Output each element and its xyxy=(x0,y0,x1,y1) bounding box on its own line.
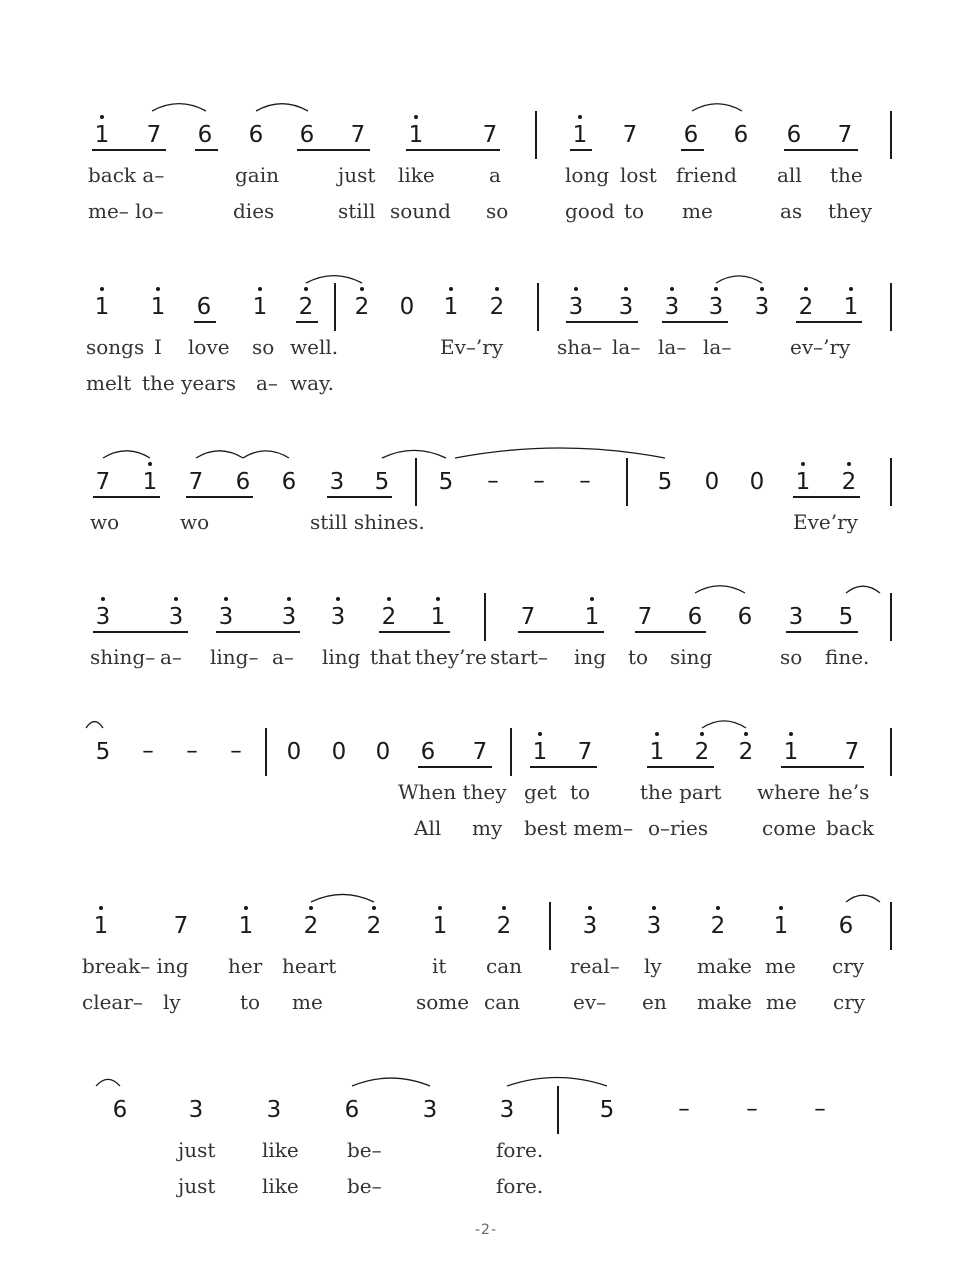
note: 2 xyxy=(496,913,512,939)
duration-underline xyxy=(216,631,300,633)
slur-arc xyxy=(352,1078,430,1086)
note: 2 xyxy=(303,913,319,939)
note: 3 xyxy=(95,604,111,630)
lyric-verse-1: love xyxy=(188,335,230,359)
duration-underline xyxy=(784,149,858,151)
lyric-verse-2: sound xyxy=(390,199,451,223)
note: 1 xyxy=(843,294,859,320)
lyric-verse-2: All xyxy=(414,816,442,840)
note: 3 xyxy=(499,1097,515,1123)
note: 1 xyxy=(142,469,158,495)
lyric-verse-2: to xyxy=(240,990,261,1014)
note: 1 xyxy=(430,604,446,630)
bar-line xyxy=(334,283,336,331)
note: 1 xyxy=(443,294,459,320)
slur-arc xyxy=(96,1079,120,1086)
lyric-verse-2: my xyxy=(472,816,503,840)
lyric-verse-1: When they xyxy=(398,780,507,804)
lyric-verse-1: get xyxy=(524,780,557,804)
lyric-verse-1: la– xyxy=(612,335,641,359)
note: 3 xyxy=(329,469,345,495)
octave-dot xyxy=(336,597,340,601)
note: 1 xyxy=(94,122,110,148)
octave-dot xyxy=(438,906,442,910)
slur-arc xyxy=(256,104,308,111)
lyric-verse-2: still xyxy=(338,199,376,223)
slur-arc xyxy=(692,104,742,111)
octave-dot xyxy=(502,906,506,910)
page-number: -2- xyxy=(474,1222,498,1238)
lyric-verse-1: be– xyxy=(347,1138,382,1162)
note: 1 xyxy=(572,122,588,148)
octave-dot xyxy=(287,597,291,601)
note: 7 xyxy=(622,122,638,148)
note: 1 xyxy=(432,913,448,939)
bar-line xyxy=(890,111,892,159)
lyric-verse-2: melt xyxy=(86,371,132,395)
octave-dot xyxy=(847,462,851,466)
note: 6 xyxy=(737,604,753,630)
lyric-verse-1: ev–’ry xyxy=(790,335,851,359)
octave-dot xyxy=(244,906,248,910)
note: 1 xyxy=(238,913,254,939)
note: 7 xyxy=(188,469,204,495)
lyric-verse-1: all xyxy=(777,163,802,187)
duration-underline xyxy=(781,766,864,768)
slur-arc xyxy=(382,450,446,458)
bar-line xyxy=(890,283,892,331)
note: 1 xyxy=(584,604,600,630)
lyric-verse-1: friend xyxy=(676,163,737,187)
note: 3 xyxy=(582,913,598,939)
lyric-verse-1: shing– xyxy=(90,645,156,669)
note: 6 xyxy=(420,739,436,765)
lyric-verse-2: fore. xyxy=(496,1174,544,1198)
lyric-verse-1: sing xyxy=(670,645,713,669)
duration-underline xyxy=(93,496,160,498)
bar-line xyxy=(890,458,892,506)
note: 6 xyxy=(235,469,251,495)
lyric-verse-2: come xyxy=(762,816,817,840)
lyric-verse-1: a– xyxy=(272,645,294,669)
lyric-verse-1: la– xyxy=(658,335,687,359)
duration-underline xyxy=(92,149,166,151)
note: 6 xyxy=(838,913,854,939)
note: 2 xyxy=(694,739,710,765)
note: 7 xyxy=(173,913,189,939)
duration-underline xyxy=(297,149,370,151)
octave-dot xyxy=(700,732,704,736)
lyric-verse-2: way. xyxy=(290,371,335,395)
octave-dot xyxy=(101,597,105,601)
octave-dot xyxy=(670,287,674,291)
octave-dot xyxy=(744,732,748,736)
octave-dot xyxy=(624,287,628,291)
lyric-verse-2: be– xyxy=(347,1174,382,1198)
bar-line xyxy=(415,458,417,506)
note: 2 xyxy=(738,739,754,765)
lyric-verse-1: her xyxy=(228,954,263,978)
duration-underline xyxy=(379,631,450,633)
note: 6 xyxy=(281,469,297,495)
bar-line xyxy=(537,283,539,331)
duration-underline xyxy=(530,766,597,768)
bar-line xyxy=(265,728,267,776)
octave-dot xyxy=(652,906,656,910)
note: 0 xyxy=(286,739,302,765)
note: 2 xyxy=(381,604,397,630)
sustain-dash: – xyxy=(533,468,545,494)
lyric-verse-2: me xyxy=(682,199,713,223)
note: 5 xyxy=(599,1097,615,1123)
duration-underline xyxy=(793,496,860,498)
octave-dot xyxy=(578,115,582,119)
note: 0 xyxy=(375,739,391,765)
lyric-verse-1: make xyxy=(697,954,752,978)
note: 3 xyxy=(664,294,680,320)
note: 3 xyxy=(422,1097,438,1123)
duration-underline xyxy=(566,321,638,323)
lyric-verse-1: ly xyxy=(644,954,662,978)
duration-underline xyxy=(418,766,492,768)
duration-underline xyxy=(195,149,218,151)
octave-dot xyxy=(414,115,418,119)
lyric-verse-1: the xyxy=(830,163,863,187)
lyric-verse-1: ling xyxy=(322,645,361,669)
note: 1 xyxy=(94,294,110,320)
note: 7 xyxy=(577,739,593,765)
sustain-dash: – xyxy=(186,738,198,764)
note: 1 xyxy=(408,122,424,148)
lyric-verse-1: like xyxy=(398,163,435,187)
octave-dot xyxy=(156,287,160,291)
octave-dot xyxy=(590,597,594,601)
lyric-verse-2: dies xyxy=(233,199,275,223)
note: 3 xyxy=(188,1097,204,1123)
lyric-verse-1: real– xyxy=(570,954,620,978)
octave-dot xyxy=(100,115,104,119)
octave-dot xyxy=(148,462,152,466)
note: 7 xyxy=(95,469,111,495)
lyric-verse-2: they xyxy=(828,199,873,223)
sustain-dash: – xyxy=(487,468,499,494)
note: 2 xyxy=(489,294,505,320)
lyric-verse-1: songs xyxy=(86,335,145,359)
lyric-verse-1: to xyxy=(570,780,591,804)
note: 2 xyxy=(710,913,726,939)
note: 0 xyxy=(331,739,347,765)
octave-dot xyxy=(100,287,104,291)
octave-dot xyxy=(436,597,440,601)
lyric-verse-1: sha– xyxy=(557,335,603,359)
note: 3 xyxy=(281,604,297,630)
octave-dot xyxy=(360,287,364,291)
note: 6 xyxy=(248,122,264,148)
lyric-verse-1: lost xyxy=(620,163,657,187)
note: 1 xyxy=(795,469,811,495)
note: 2 xyxy=(298,294,314,320)
lyric-verse-2: good xyxy=(565,199,615,223)
lyric-verse-1: wo xyxy=(180,510,210,534)
sustain-dash: – xyxy=(230,738,242,764)
lyric-verse-2: to xyxy=(624,199,645,223)
octave-dot xyxy=(779,906,783,910)
lyric-verse-1: la– xyxy=(703,335,732,359)
bar-line xyxy=(626,458,628,506)
note: 2 xyxy=(354,294,370,320)
note: 5 xyxy=(438,469,454,495)
note: 3 xyxy=(218,604,234,630)
octave-dot xyxy=(804,287,808,291)
lyric-verse-2: make xyxy=(697,990,752,1014)
note: 3 xyxy=(754,294,770,320)
slur-arc xyxy=(702,721,746,728)
octave-dot xyxy=(574,287,578,291)
octave-dot xyxy=(760,287,764,291)
sustain-dash: – xyxy=(678,1096,690,1122)
note: 1 xyxy=(532,739,548,765)
lyric-verse-2: best mem– xyxy=(524,816,634,840)
note: 1 xyxy=(252,294,268,320)
note: 1 xyxy=(649,739,665,765)
slur-arc xyxy=(152,104,206,111)
lyric-verse-1: me xyxy=(765,954,796,978)
lyric-verse-2: en xyxy=(642,990,667,1014)
slur-arc xyxy=(243,451,289,458)
lyric-verse-1: break– ing xyxy=(82,954,189,978)
octave-dot xyxy=(174,597,178,601)
note: 3 xyxy=(646,913,662,939)
lyric-verse-1: just xyxy=(338,163,376,187)
lyric-verse-2: me xyxy=(766,990,797,1014)
lyric-verse-1: ling– xyxy=(210,645,259,669)
note: 6 xyxy=(683,122,699,148)
note: 1 xyxy=(783,739,799,765)
note: 1 xyxy=(150,294,166,320)
note: 5 xyxy=(838,604,854,630)
slur-arc xyxy=(695,586,745,593)
lyric-verse-1: it xyxy=(432,954,447,978)
octave-dot xyxy=(372,906,376,910)
note: 0 xyxy=(704,469,720,495)
lyric-verse-1: Ev–’ry xyxy=(440,335,504,359)
slur-arc xyxy=(196,451,243,458)
note: 7 xyxy=(350,122,366,148)
lyric-verse-2: clear– xyxy=(82,990,143,1014)
lyric-verse-2: ly xyxy=(163,990,181,1014)
note: 7 xyxy=(837,122,853,148)
note: 7 xyxy=(520,604,536,630)
lyric-verse-1: still shines. xyxy=(310,510,425,534)
note: 7 xyxy=(472,739,488,765)
bar-line xyxy=(890,593,892,641)
note: 0 xyxy=(399,294,415,320)
bar-line xyxy=(549,902,551,950)
duration-underline xyxy=(796,321,862,323)
lyric-verse-1: he’s xyxy=(828,780,870,804)
slur-arc xyxy=(311,894,374,902)
duration-underline xyxy=(647,766,714,768)
lyric-verse-1: a– xyxy=(160,645,182,669)
octave-dot xyxy=(588,906,592,910)
lyric-verse-2: me– lo– xyxy=(88,199,164,223)
duration-underline xyxy=(662,321,728,323)
note: 6 xyxy=(197,122,213,148)
duration-underline xyxy=(194,321,216,323)
bar-line xyxy=(535,111,537,159)
note: 7 xyxy=(844,739,860,765)
lyric-verse-1: I xyxy=(154,335,162,359)
note: 6 xyxy=(344,1097,360,1123)
duration-underline xyxy=(570,149,592,151)
bar-line xyxy=(890,902,892,950)
lyric-verse-1: wo xyxy=(90,510,120,534)
sustain-dash: – xyxy=(814,1096,826,1122)
lyric-verse-2: some xyxy=(416,990,470,1014)
duration-underline xyxy=(93,631,188,633)
lyric-verse-2: cry xyxy=(833,990,866,1014)
note: 2 xyxy=(366,913,382,939)
bar-line xyxy=(557,1086,559,1134)
duration-underline xyxy=(327,496,392,498)
note: 3 xyxy=(788,604,804,630)
octave-dot xyxy=(258,287,262,291)
octave-dot xyxy=(495,287,499,291)
slur-arc xyxy=(716,276,762,283)
duration-underline xyxy=(681,149,704,151)
lyric-verse-1: well. xyxy=(290,335,339,359)
lyric-verse-2: like xyxy=(262,1174,299,1198)
note: 6 xyxy=(733,122,749,148)
note: 6 xyxy=(112,1097,128,1123)
slur-arc xyxy=(103,451,150,458)
octave-dot xyxy=(304,287,308,291)
note: 7 xyxy=(637,604,653,630)
note: 3 xyxy=(708,294,724,320)
note: 6 xyxy=(299,122,315,148)
octave-dot xyxy=(538,732,542,736)
lyric-verse-1: gain xyxy=(235,163,280,187)
note: 6 xyxy=(196,294,212,320)
slur-arc xyxy=(306,276,362,283)
lyric-verse-1: to xyxy=(628,645,649,669)
lyric-verse-1: where xyxy=(757,780,821,804)
lyric-verse-2: me xyxy=(292,990,323,1014)
lyric-verse-1: Eve’ry xyxy=(793,510,858,534)
note: 3 xyxy=(266,1097,282,1123)
note: 5 xyxy=(657,469,673,495)
octave-dot xyxy=(714,287,718,291)
slur-arc xyxy=(507,1078,607,1087)
duration-underline xyxy=(186,496,253,498)
note: 2 xyxy=(841,469,857,495)
bar-line xyxy=(510,728,512,776)
duration-underline xyxy=(296,321,318,323)
bar-line xyxy=(484,593,486,641)
lyric-verse-2: a– xyxy=(256,371,278,395)
duration-underline xyxy=(786,631,858,633)
lyric-verse-2: as xyxy=(780,199,803,223)
octave-dot xyxy=(716,906,720,910)
note: 1 xyxy=(93,913,109,939)
octave-dot xyxy=(309,906,313,910)
lyric-verse-2: ev– xyxy=(573,990,607,1014)
slur-arc xyxy=(455,448,665,458)
octave-dot xyxy=(801,462,805,466)
lyric-verse-1: fore. xyxy=(496,1138,544,1162)
lyric-verse-2: the years xyxy=(142,371,236,395)
note: 7 xyxy=(146,122,162,148)
lyric-verse-1: cry xyxy=(832,954,865,978)
lyric-verse-1: they’re xyxy=(415,645,487,669)
lyric-verse-2: o–ries xyxy=(648,816,709,840)
lyric-verse-1: so xyxy=(252,335,275,359)
note: 5 xyxy=(95,739,111,765)
lyric-verse-1: ing xyxy=(574,645,607,669)
lyric-verse-1: a xyxy=(489,163,501,187)
lyric-verse-1: just xyxy=(178,1138,216,1162)
duration-underline xyxy=(635,631,706,633)
octave-dot xyxy=(224,597,228,601)
lyric-verse-1: heart xyxy=(282,954,337,978)
bar-line xyxy=(890,728,892,776)
sustain-dash: – xyxy=(579,468,591,494)
note: 5 xyxy=(374,469,390,495)
sustain-dash: – xyxy=(142,738,154,764)
octave-dot xyxy=(849,287,853,291)
lyric-verse-2: so xyxy=(486,199,509,223)
duration-underline xyxy=(406,149,500,151)
note: 3 xyxy=(618,294,634,320)
lyric-verse-1: the part xyxy=(640,780,722,804)
note: 6 xyxy=(786,122,802,148)
octave-dot xyxy=(99,906,103,910)
note: 6 xyxy=(687,604,703,630)
note: 3 xyxy=(168,604,184,630)
note: 2 xyxy=(798,294,814,320)
lyric-verse-2: can xyxy=(484,990,521,1014)
lyric-verse-2: back xyxy=(826,816,875,840)
slur-arc xyxy=(846,895,880,902)
lyric-verse-1: like xyxy=(262,1138,299,1162)
lyric-verse-1: can xyxy=(486,954,523,978)
lyric-verse-1: long xyxy=(565,163,610,187)
sustain-dash: – xyxy=(746,1096,758,1122)
octave-dot xyxy=(789,732,793,736)
note: 0 xyxy=(749,469,765,495)
note: 1 xyxy=(773,913,789,939)
octave-dot xyxy=(387,597,391,601)
note: 7 xyxy=(482,122,498,148)
lyric-verse-1: back a– xyxy=(88,163,165,187)
note: 3 xyxy=(330,604,346,630)
lyric-verse-1: fine. xyxy=(825,645,870,669)
lyric-verse-2: just xyxy=(178,1174,216,1198)
duration-underline xyxy=(518,631,604,633)
octave-dot xyxy=(655,732,659,736)
slur-arc xyxy=(86,722,103,728)
lyric-verse-1: so xyxy=(780,645,803,669)
lyric-verse-1: start– xyxy=(490,645,548,669)
octave-dot xyxy=(449,287,453,291)
slur-arc xyxy=(846,586,880,593)
lyric-verse-1: that xyxy=(370,645,411,669)
note: 3 xyxy=(568,294,584,320)
